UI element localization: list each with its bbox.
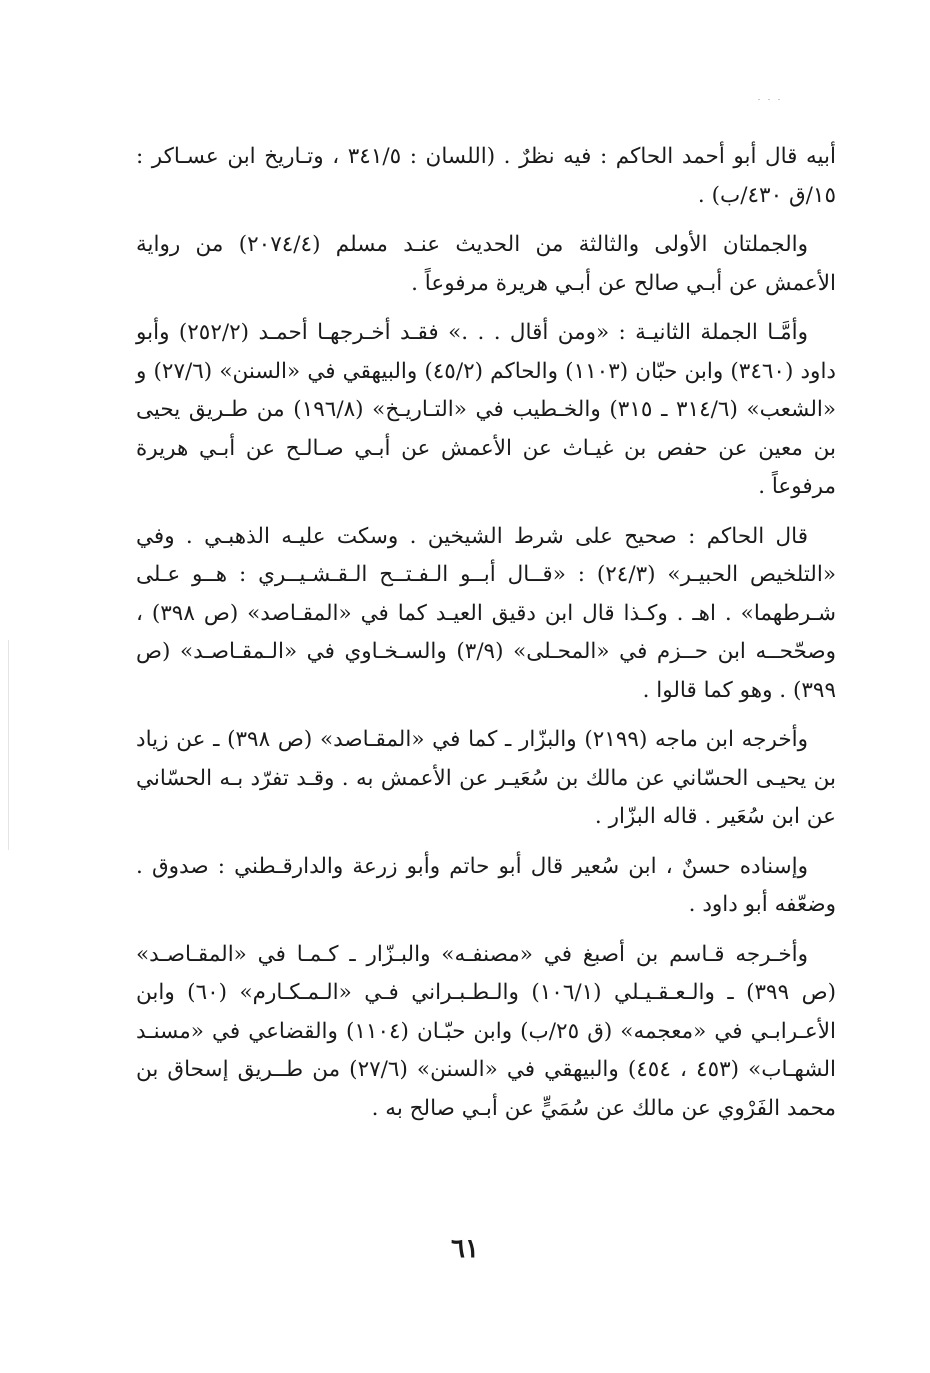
paragraph-4: قال الحاكم : صحيح على شرط الشيخين . وسكت عليـه الذهبـي . وفي «التلخيص الحبيـر» (٢٤/٣) : «قــال أبــو الـفـتــح الـقـشـيــري : هــو عـلى شـرطهما» . اهـ . وكـذا قال ابن دقيق العيـد كما في «المقـاصد» (ص ٣٩٨) ، وصحّحــه ابن حــزم في «المحـلى» (٣/٩) والسـخـاوي في «الـمقـاصـد» (ص ٣٩٩) . وهو كما قالوا . (136, 523, 836, 703)
paragraph-6: وإسناده حسنٌ ، ابن سُعير قال أبو حاتم وأبو زرعة والدارقـطني : صدوق . وضعّفه أبو داود . (136, 853, 836, 917)
scan-speck (778, 99, 780, 100)
scan-speck (768, 99, 770, 100)
body-text (136, 138, 836, 1128)
scan-edge-line (8, 640, 9, 850)
paragraph-7: وأخـرجه قـاسم بن أصبغ في «مصنفـه» والبـزّار ـ كـمـا في «المقـاصـد» (ص ٣٩٩) ـ والـعـقـيـلي (١٠٦/١) والـطـبـراني فـي «الـمـكـارم» (٦٠) وابن الأعـرابـي في «معجمه» (ق ٢٥/ب) وابن حبّـان (١١٠٤) والقضاعي في «مسنـد الشهـاب» (٤٥٣ ، ٤٥٤) والبيهقي في «السنن» (٢٧/٦) من طــريق إسحاق بن محمد الفَرْوي عن مالك عن سُمَيٍّ عن أبـي صالح به . (136, 941, 837, 1121)
paragraph-5: وأخرجه ابن ماجه (٢١٩٩) والبزّار ـ كما في «المقـاصد» (ص ٣٩٨) ـ عن زياد بن يحيـى الحسّاني عن مالك بن سُعَيـر عن الأعمش به . وقـد تفرّد بـه الحسّاني عن ابن سُعَير . قاله البزّار . (136, 727, 836, 829)
paragraph-1: أبيه قال أبو أحمد الحاكم : فيه نظرٌ . (اللسان : ٣٤١/٥ ، وتـاريخ ابن عسـاكر : ١٥/ق ٤٣٠/ب) . (136, 144, 836, 208)
page-number: ٦١ (451, 1234, 479, 1264)
paragraph-3: وأمَّـا الجملة الثانيـة : «ومن أقال . . .» فقـد أخـرجهـا أحمـد (٢٥٢/٢) وأبو داود (٣٤٦٠) وابن حبّان (١١٠٣) والحاكم (٤٥/٢) والبيهقي في «السنن» (٢٧/٦) و «الشعب» (٣١٤/٦ ـ ٣١٥) والخـطيب في «التـاريـخ» (١٩٦/٨) من طـريق يحيى بن معين عن حفص بن غيـاث عن الأعمش عن أبـي صـالـح عن أبـي هريرة مرفوعاً . (136, 320, 837, 499)
scan-speck (758, 99, 760, 100)
paragraph-2: والجملتان الأولى والثالثة من الحديث عنـد مسلم (٢٠٧٤/٤) من رواية الأعمش عن أبـي صالح عن أبـي هريرة مرفوعاً . (136, 232, 836, 296)
